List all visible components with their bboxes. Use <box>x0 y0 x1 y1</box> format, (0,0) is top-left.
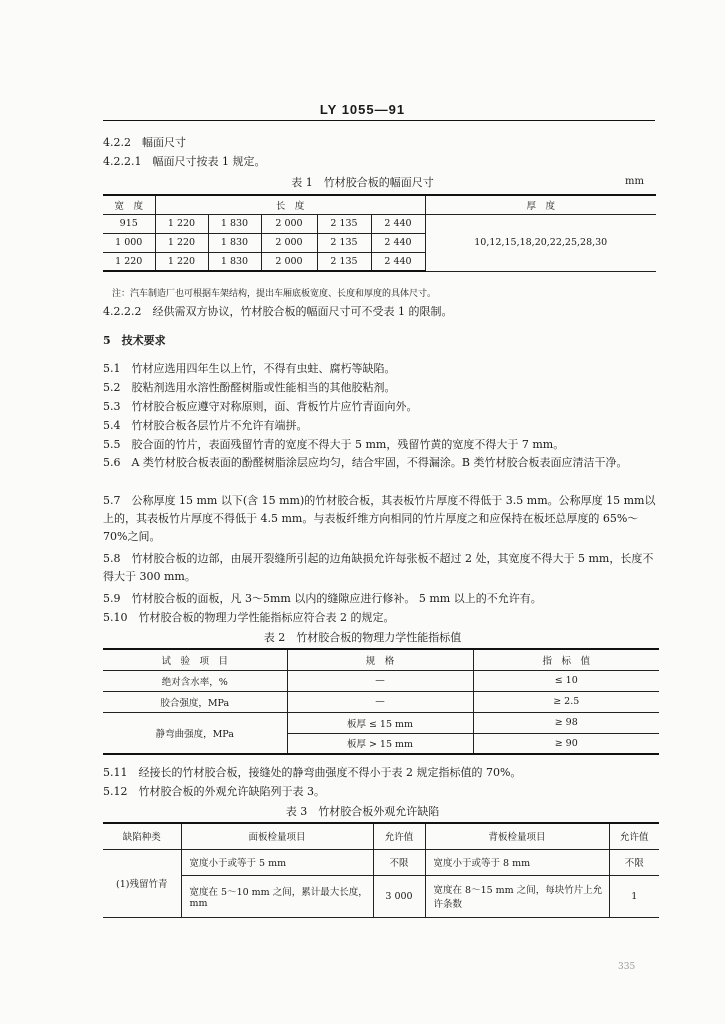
table1-length-cell: 1 830 <box>208 233 261 252</box>
table1-length-cell: 2 135 <box>317 252 371 271</box>
clause-5-6: 5.6 A 类竹材胶合板表面的酚醛树脂涂层应均匀，结合牢固，不得漏涂。B 类竹材胶合板表面应清洁干净。 <box>103 456 628 469</box>
table3-header-back: 背板检量项目 <box>425 823 609 849</box>
clause-5-7: 5.7 公称厚度 15 mm 以下(含 15 mm)的竹材胶合板，其表板竹片厚度不得低于 3.5 mm。公称厚度 15 mm以上的，其表板竹片厚度不得低于 4.5 mm。与表板纤维方向相同的竹片厚度之和应保持在板坯总厚度的 65%～70%之间。 <box>103 494 656 543</box>
clause-5-3: 5.3 竹材胶合板应遵守对称原则，面、背板竹片应竹青面向外。 <box>103 400 418 413</box>
table2-spec-cell: 板厚 ≤ 15 mm <box>287 712 473 733</box>
table2-value-cell: ≥ 2.5 <box>473 691 659 712</box>
table1-length-cell: 2 135 <box>317 214 371 233</box>
table2-header-value: 指 标 值 <box>473 649 659 670</box>
table3-back-cell: 宽度在 8～15 mm 之间，每块竹片上允许条数 <box>425 875 609 917</box>
clause-5-11: 5.11 经接长的竹材胶合板，接缝处的静弯曲强度不得小于表 2 规定指标值的 70%。 <box>103 766 522 779</box>
table1-length-cell: 2 440 <box>371 252 425 271</box>
table2-value-cell: ≥ 90 <box>473 733 659 754</box>
table-row <box>103 691 659 712</box>
table2-header-spec: 规 格 <box>287 649 473 670</box>
table3-header-face-allow: 允许值 <box>373 823 425 849</box>
table1-length-cell: 1 220 <box>155 252 208 271</box>
clause-5-5: 5.5 胶合面的竹片，表面残留竹青的宽度不得大于 5 mm，残留竹黄的宽度不得大于 7 mm。 <box>103 438 565 451</box>
table2-value-cell: ≥ 98 <box>473 712 659 733</box>
table2-item-cell: 静弯曲强度，MPa <box>103 712 287 754</box>
table1-thickness-cell: 10,12,15,18,20,22,25,28,30 <box>425 214 656 271</box>
table1-length-cell: 2 000 <box>261 252 317 271</box>
table3-caption: 表 3 竹材胶合板外观允许缺陷 <box>285 805 440 818</box>
table3-face-cell: 宽度在 5～10 mm 之间，累计最大长度，mm <box>181 875 373 917</box>
table1-caption: 表 1 竹材胶合板的幅面尺寸 <box>291 176 434 189</box>
table1-length-cell: 2 440 <box>371 214 425 233</box>
table-row <box>103 712 659 733</box>
section-5-title: 5 技术要求 <box>103 334 166 347</box>
table-row <box>103 875 659 917</box>
table1 <box>103 194 656 272</box>
table-row <box>103 670 659 691</box>
clause-5-9: 5.9 竹材胶合板的面板，凡 3～5mm 以内的缝隙应进行修补。 5 mm 以上的不允许有。 <box>103 592 542 605</box>
table2-item-cell: 绝对含水率，% <box>103 670 287 691</box>
table-row <box>103 849 659 875</box>
table2-caption: 表 2 竹材胶合板的物理力学性能指标值 <box>263 631 462 644</box>
section-4-2-2-1: 4.2.2.1 幅面尺寸按表 1 规定。 <box>103 155 266 168</box>
table1-width-cell: 1 000 <box>103 233 155 252</box>
clause-5-1: 5.1 竹材应选用四年生以上竹，不得有虫蛀、腐朽等缺陷。 <box>103 362 396 375</box>
table3-type-cell: (1)残留竹青 <box>103 849 181 917</box>
table2-header-item: 试 验 项 目 <box>103 649 287 670</box>
table1-header-thickness: 厚 度 <box>425 195 656 214</box>
table3-face-allow-cell: 3 000 <box>373 875 425 917</box>
table3-header-back-allow: 允许值 <box>609 823 659 849</box>
table3-face-cell: 宽度小于或等于 5 mm <box>181 849 373 875</box>
table2-spec-cell: — <box>287 691 473 712</box>
table2 <box>103 648 659 755</box>
table1-header-width: 宽 度 <box>103 195 155 214</box>
table3-back-allow-cell: 不限 <box>609 849 659 875</box>
clause-5-4: 5.4 竹材胶合板各层竹片不允许有端拼。 <box>103 419 308 432</box>
table1-length-cell: 2 135 <box>317 233 371 252</box>
section-4-2-2-title: 4.2.2 幅面尺寸 <box>103 136 186 149</box>
document-header: LY 1055—91 <box>319 102 406 117</box>
table1-header-length: 长 度 <box>155 195 425 214</box>
clause-5-12: 5.12 竹材胶合板的外观允许缺陷列于表 3。 <box>103 785 325 798</box>
table1-length-cell: 1 220 <box>155 233 208 252</box>
table3-back-allow-cell: 1 <box>609 875 659 917</box>
table1-length-cell: 1 830 <box>208 252 261 271</box>
table1-unit: mm <box>625 176 644 187</box>
table2-item-cell: 胶合强度，MPa <box>103 691 287 712</box>
clause-5-10: 5.10 竹材胶合板的物理力学性能指标应符合表 2 的规定。 <box>103 611 395 624</box>
table2-spec-cell: — <box>287 670 473 691</box>
section-4-2-2-2: 4.2.2.2 经供需双方协议，竹材胶合板的幅面尺寸可不受表 1 的限制。 <box>103 305 453 318</box>
table1-length-cell: 2 000 <box>261 233 317 252</box>
table-row <box>103 214 656 233</box>
table3-header-type: 缺陷种类 <box>103 823 181 849</box>
header-rule <box>103 120 655 121</box>
table1-width-cell: 1 220 <box>103 252 155 271</box>
table1-width-cell: 915 <box>103 214 155 233</box>
table3-header-face: 面板检量项目 <box>181 823 373 849</box>
table3 <box>103 822 659 918</box>
table1-note: 注：汽车制造厂也可根据车架结构，提出车厢底板宽度、长度和厚度的具体尺寸。 <box>112 289 437 299</box>
clause-5-8: 5.8 竹材胶合板的边部，由展开裂缝所引起的边角缺损允许每张板不超过 2 处，其宽度不得大于 5 mm，长度不得大于 300 mm。 <box>103 552 654 583</box>
page-number: 335 <box>618 962 636 972</box>
table3-back-cell: 宽度小于或等于 8 mm <box>425 849 609 875</box>
table3-face-allow-cell: 不限 <box>373 849 425 875</box>
table1-length-cell: 2 440 <box>371 233 425 252</box>
table1-length-cell: 1 830 <box>208 214 261 233</box>
table2-spec-cell: 板厚 > 15 mm <box>287 733 473 754</box>
table2-value-cell: ≤ 10 <box>473 670 659 691</box>
table1-length-cell: 1 220 <box>155 214 208 233</box>
clause-5-2: 5.2 胶粘剂选用水溶性酚醛树脂或性能相当的其他胶粘剂。 <box>103 381 396 394</box>
table1-length-cell: 2 000 <box>261 214 317 233</box>
